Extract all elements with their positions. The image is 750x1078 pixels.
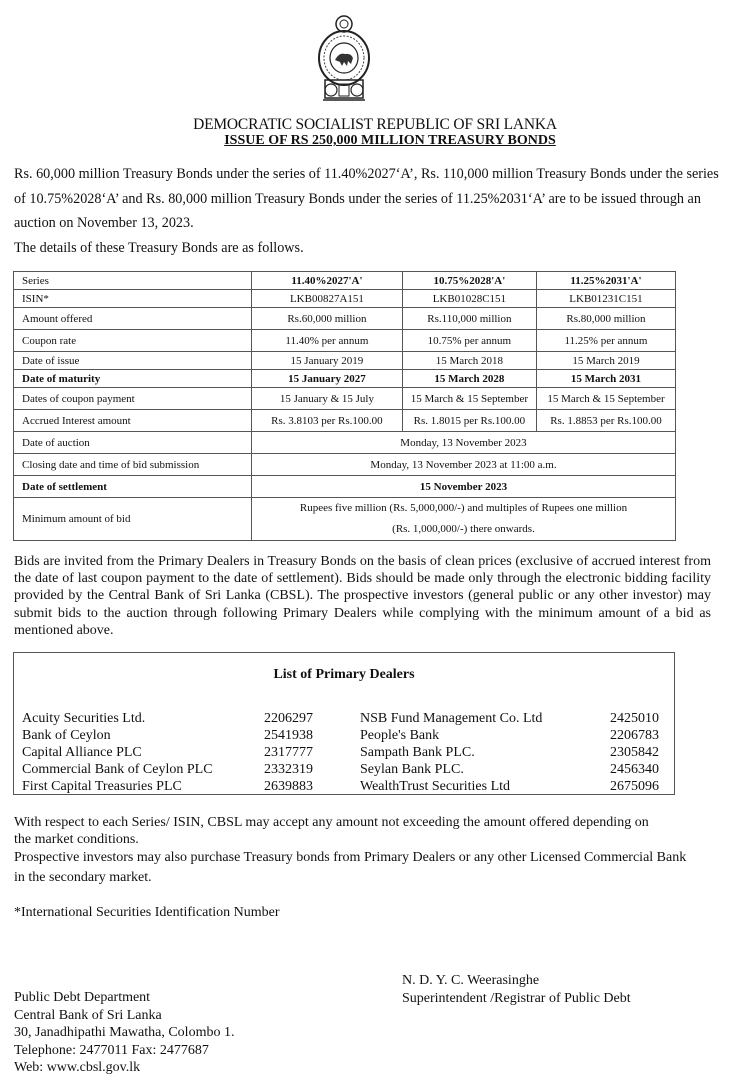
dealer-phone: 2206783 — [610, 728, 659, 743]
note-line: the market conditions. — [14, 832, 139, 847]
table-row — [14, 388, 676, 410]
dealer-name: Bank of Ceylon — [22, 728, 111, 743]
cell: 11.40%2027'A' — [252, 272, 403, 290]
table-row — [14, 432, 676, 454]
cell: 15 November 2023 — [252, 476, 676, 498]
row-label: ISIN* — [14, 290, 252, 308]
cell: Rs. 1.8015 per Rs.100.00 — [402, 410, 536, 432]
dealer-phone: 2317777 — [264, 745, 313, 760]
contact-phone-fax: Telephone: 2477011 Fax: 2477687 — [14, 1042, 209, 1058]
dealer-phone: 2305842 — [610, 745, 659, 760]
cell: Rs. 1.8853 per Rs.100.00 — [536, 410, 675, 432]
row-label: Amount offered — [14, 308, 252, 330]
bids-paragraph: Bids are invited from the Primary Dealers in Treasury Bonds on the basis of clean prices (exclusive of accrued interest from the date of last coupon payment to the date of settlement). Bids should be made only through the electronic bidding facility provided by the Central Bank of Sri Lanka (CBSL). The prospective investors (general public or any other investor) may submit bids to the auction through following Primary Dealers while complying with the minimum amount of a bid as mentioned above. — [14, 554, 711, 638]
table-row — [14, 308, 676, 330]
notes-section — [14, 814, 734, 888]
cell: 15 March 2031 — [536, 370, 675, 388]
table-row — [14, 370, 676, 388]
cell: Monday, 13 November 2023 at 11:00 a.m. — [252, 454, 676, 476]
table-row — [14, 476, 676, 498]
row-label: Date of auction — [14, 432, 252, 454]
dealer-row — [14, 779, 674, 796]
signatory-title: Superintendent /Registrar of Public Debt — [402, 990, 631, 1006]
min-bid-line-2: (Rs. 1,000,000/-) there onwards. — [392, 523, 535, 535]
dealer-name: WealthTrust Securities Ltd — [360, 779, 511, 794]
isin-footnote: *International Securities Identification Number — [14, 905, 280, 920]
cell: 15 January & 15 July — [252, 388, 403, 410]
cell: Rs.110,000 million — [402, 308, 536, 330]
dealer-name: Acuity Securities Ltd. — [22, 711, 146, 726]
row-label: Date of issue — [14, 352, 252, 370]
cell: Rs. 3.8103 per Rs.100.00 — [252, 410, 403, 432]
row-label: Minimum amount of bid — [14, 498, 252, 541]
country-heading: DEMOCRATIC SOCIALIST REPUBLIC OF SRI LANKA — [193, 116, 557, 133]
table-row — [14, 352, 676, 370]
min-bid-line-1: Rupees five million (Rs. 5,000,000/-) and multiples of Rupees one million — [299, 502, 628, 514]
dealer-name: Sampath Bank PLC. — [360, 745, 475, 760]
table-row — [14, 410, 676, 432]
cell: 15 March 2018 — [402, 352, 536, 370]
details-line: The details of these Treasury Bonds are as follows. — [14, 239, 304, 256]
dealer-name: Seylan Bank PLC. — [360, 762, 464, 777]
cell: Monday, 13 November 2023 — [252, 432, 676, 454]
note-line: in the secondary market. — [14, 870, 152, 885]
national-emblem-icon — [313, 14, 375, 102]
primary-dealers-box — [13, 652, 675, 795]
dealer-phone: 2541938 — [264, 728, 313, 743]
document-title: ISSUE OF RS 250,000 MILLION TREASURY BONDS — [224, 133, 556, 148]
table-row — [14, 454, 676, 476]
cell: 15 January 2019 — [252, 352, 403, 370]
cell: 11.25% per annum — [536, 330, 675, 352]
table-row — [14, 330, 676, 352]
website-link[interactable]: Web: www.cbsl.gov.lk — [14, 1060, 141, 1075]
dealer-phone: 2456340 — [610, 762, 659, 777]
cell: 15 March 2028 — [402, 370, 536, 388]
dealer-phone: 2206297 — [264, 711, 313, 726]
dealer-phone: 2675096 — [610, 779, 659, 794]
dealer-name: People's Bank — [360, 728, 440, 743]
cell: 15 March & 15 September — [402, 388, 536, 410]
bond-details-table — [13, 271, 676, 541]
cell: 10.75%2028'A' — [402, 272, 536, 290]
row-label: Closing date and time of bid submission — [14, 454, 252, 476]
address-line: Public Debt Department — [14, 990, 151, 1005]
cell — [252, 498, 676, 541]
dealer-phone: 2425010 — [610, 711, 659, 726]
row-label: Series — [14, 272, 252, 290]
row-label: Coupon rate — [14, 330, 252, 352]
address-line: Central Bank of Sri Lanka — [14, 1007, 162, 1023]
note-line: With respect to each Series/ ISIN, CBSL may accept any amount not exceeding the amount offered depending on — [14, 815, 649, 830]
row-label: Date of maturity — [14, 370, 252, 388]
dealer-name: NSB Fund Management Co. Ltd — [360, 711, 543, 726]
cell: 11.25%2031'A' — [536, 272, 675, 290]
table-row — [14, 272, 676, 290]
signatory-name: N. D. Y. C. Weerasinghe — [402, 973, 540, 988]
cell: 15 January 2027 — [252, 370, 403, 388]
row-label: Date of settlement — [14, 476, 252, 498]
intro-section — [14, 162, 734, 260]
dealer-phone: 2639883 — [264, 779, 313, 794]
table-row — [14, 290, 676, 308]
intro-paragraph: Rs. 60,000 million Treasury Bonds under the series of 11.40%2027‘A’, Rs. 110,000 million Treasury Bonds under the series of 10.75%2028‘A’ and Rs. 80,000 million Treasury Bonds under the series of 11.25%2031‘A’ are to be issued through an auction on November 13, 2023. — [14, 166, 719, 231]
table-row — [14, 498, 676, 541]
dealer-row — [14, 762, 674, 779]
dealer-phone: 2332319 — [264, 762, 313, 777]
address-line: 30, Janadhipathi Mawatha, Colombo 1. — [14, 1025, 235, 1040]
dealer-name: Capital Alliance PLC — [22, 745, 142, 760]
row-label: Dates of coupon payment — [14, 388, 252, 410]
cell: 11.40% per annum — [252, 330, 403, 352]
dealer-name: First Capital Treasuries PLC — [22, 779, 182, 794]
dealer-row — [14, 711, 674, 728]
dealer-row — [14, 728, 674, 745]
dealer-name: Commercial Bank of Ceylon PLC — [22, 762, 213, 777]
note-line: Prospective investors may also purchase Treasury bonds from Primary Dealers or any other Licensed Commercial Bank — [14, 850, 687, 865]
dealer-row — [14, 745, 674, 762]
row-label: Accrued Interest amount — [14, 410, 252, 432]
address-block — [14, 989, 234, 1077]
cell: Rs.80,000 million — [536, 308, 675, 330]
cell: LKB00827A151 — [252, 290, 403, 308]
signature-block — [402, 972, 631, 1007]
cell: 15 March & 15 September — [536, 388, 675, 410]
cell: 15 March 2019 — [536, 352, 675, 370]
cell: 10.75% per annum — [402, 330, 536, 352]
dealers-title: List of Primary Dealers — [273, 667, 415, 682]
cell: LKB01028C151 — [402, 290, 536, 308]
cell: Rs.60,000 million — [252, 308, 403, 330]
cell: LKB01231C151 — [536, 290, 675, 308]
